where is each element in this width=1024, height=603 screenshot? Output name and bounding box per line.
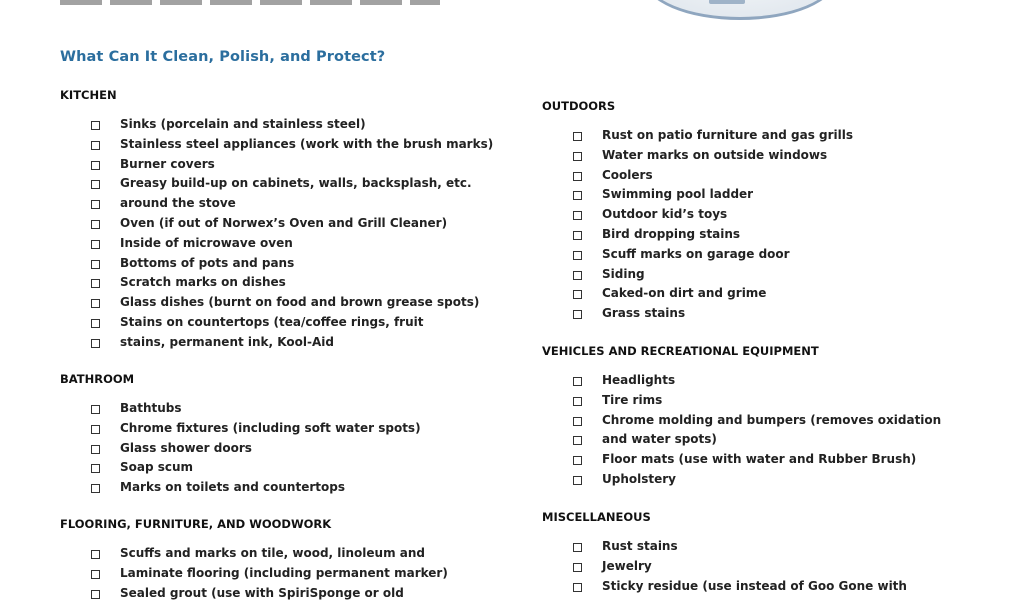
section-bathroom [60,369,421,498]
checklist-item [60,174,493,194]
document-heading: What Can It Clean, Polish, and Protect? [60,49,386,65]
checklist-item [60,194,493,214]
checklist-item [542,411,941,431]
checkbox-icon[interactable] [573,211,582,220]
checklist-item-label: Stains on countertops (tea/coffee rings, fruit [120,314,424,329]
section-title-vehicles: VEHICLES AND RECREATIONAL EQUIPMENT [542,344,819,358]
checklist-item [542,577,907,597]
checklist-item [542,470,941,490]
checklist-item [542,126,853,146]
checkbox-icon[interactable] [573,172,582,181]
checklist-item-label: Scuff marks on garage door [602,246,790,261]
checklist-item [60,419,421,439]
checklist-item [542,430,941,450]
checklist-item-label: Jewelry [602,558,652,573]
checklist-item-label: Rust on patio furniture and gas grills [602,128,854,142]
checklist-item-label: Outdoor kid’s toys [602,207,728,222]
checklist-item [542,185,853,205]
checklist-item [542,537,907,557]
checklist-bathroom [60,399,421,498]
checkbox-icon[interactable] [573,231,582,240]
section-flooring [60,514,448,603]
checklist-item [60,458,421,478]
checklist-kitchen [60,115,493,353]
checklist-item-label: Inside of microwave oven [120,235,293,250]
checkbox-icon[interactable] [91,260,100,269]
checklist-outdoors [542,126,853,324]
top-header-rule [60,0,440,5]
checklist-item-label: Oven (if out of Norwex’s Oven and Grill Cleaner) [120,215,448,230]
checklist-item-label: Sticky residue (use instead of Goo Gone with [602,578,907,593]
checklist-item-label: Sinks (porcelain and stainless steel) [120,117,366,131]
checklist-item [542,146,853,166]
checkbox-icon[interactable] [91,319,100,328]
checklist-item-label: Headlights [602,373,676,387]
checkbox-icon[interactable] [91,161,100,170]
checklist-item [542,166,853,186]
checklist-item [542,225,853,245]
checklist-item [60,115,493,135]
checklist-item-label: Rust stains [602,539,678,553]
checklist-item [60,234,493,254]
checkbox-icon[interactable] [573,377,582,386]
checkbox-icon[interactable] [91,590,100,599]
checklist-item-label: Water marks on outside windows [602,147,828,162]
checkbox-icon[interactable] [91,339,100,348]
checklist-misc [542,537,907,596]
checklist-flooring [60,544,448,603]
checklist-item-label: Glass shower doors [120,440,252,455]
checklist-item-label: Coolers [602,167,653,182]
checkbox-icon[interactable] [573,563,582,572]
checkbox-icon[interactable] [573,476,582,485]
checklist-item-label: Grass stains [602,306,686,321]
checklist-item-label: Soap scum [120,460,194,475]
checkbox-icon[interactable] [573,132,582,141]
section-misc [542,507,907,596]
checkbox-icon[interactable] [573,436,582,445]
checkbox-icon[interactable] [91,121,100,130]
checkbox-icon[interactable] [573,417,582,426]
checkbox-icon[interactable] [91,405,100,414]
checklist-item [60,155,493,175]
checklist-item-label: Chrome fixtures (including soft water spots) [120,420,421,435]
checklist-item-label: Stainless steel appliances (work with the brush marks) [120,136,494,151]
checklist-item [60,254,493,274]
checklist-item-label: Siding [602,266,645,281]
checkbox-icon[interactable] [91,464,100,473]
section-title-kitchen: KITCHEN [60,88,117,102]
checkbox-icon[interactable] [91,141,100,150]
checkbox-icon[interactable] [91,425,100,434]
section-title-outdoors: OUTDOORS [542,99,616,113]
checklist-item [60,273,493,293]
checklist-item [542,284,853,304]
checklist-item [60,333,493,353]
checkbox-icon[interactable] [573,583,582,592]
checklist-item [60,399,421,419]
checkbox-icon[interactable] [573,543,582,552]
checklist-item [60,564,448,584]
checkbox-icon[interactable] [91,550,100,559]
checklist-item [60,135,493,155]
checklist-item-label: Sealed grout (use with SpiriSponge or old [120,585,404,600]
checklist-item-label: and water spots) [602,432,717,447]
checklist-item [542,265,853,285]
section-title-misc: MISCELLANEOUS [542,510,651,524]
checklist-item [542,245,853,265]
checkbox-icon[interactable] [573,152,582,161]
checklist-item [60,478,421,498]
checklist-item [60,313,493,333]
checklist-item-label: Glass dishes (burnt on food and brown grease spots) [120,295,480,310]
checklist-item-label: stains, permanent ink, Kool-Aid [120,334,334,349]
checklist-item [60,439,421,459]
checklist-item-label: around the stove [120,196,236,211]
checkbox-icon[interactable] [91,570,100,579]
checkbox-icon[interactable] [91,240,100,249]
checkbox-icon[interactable] [573,456,582,465]
checkbox-icon[interactable] [91,445,100,454]
checkbox-icon[interactable] [573,251,582,260]
checklist-item-label: Swimming pool ladder [602,187,754,202]
checklist-item [60,214,493,234]
checkbox-icon[interactable] [573,290,582,299]
checkbox-icon[interactable] [91,279,100,288]
checklist-item-label: Laminate flooring (including permanent marker) [120,565,448,580]
logo-mark [709,0,745,4]
checklist-item [542,450,941,470]
checklist-item-label: Upholstery [602,471,676,486]
section-vehicles [542,341,941,490]
checklist-item [60,584,448,603]
logo-badge [644,0,836,20]
section-title-flooring: FLOORING, FURNITURE, AND WOODWORK [60,517,332,531]
checklist-item-label: Tire rims [602,392,663,407]
section-kitchen [60,85,493,353]
checkbox-icon[interactable] [573,397,582,406]
checklist-item-label: Greasy build-up on cabinets, walls, backsplash, etc. [120,176,472,191]
section-outdoors [542,96,853,324]
checklist-item-label: Scratch marks on dishes [120,275,286,290]
checklist-item [542,205,853,225]
checklist-item [542,304,853,324]
checkbox-icon[interactable] [573,271,582,280]
checkbox-icon[interactable] [91,200,100,209]
checklist-item [60,293,493,313]
checklist-item-label: Bottoms of pots and pans [120,255,295,270]
checkbox-icon[interactable] [573,191,582,200]
checklist-item [542,371,941,391]
checklist-item [60,544,448,564]
checkbox-icon[interactable] [91,484,100,493]
checkbox-icon[interactable] [573,310,582,319]
checklist-item-label: Floor mats (use with water and Rubber Brush) [602,452,917,467]
checklist-item [542,557,907,577]
checklist-item [542,391,941,411]
checkbox-icon[interactable] [91,299,100,308]
checkbox-icon[interactable] [91,180,100,189]
checklist-item-label: Marks on toilets and countertops [120,480,345,495]
checklist-item-label: Bird dropping stains [602,226,741,241]
section-title-bathroom: BATHROOM [60,372,135,386]
checklist-item-label: Bathtubs [120,401,182,415]
checkbox-icon[interactable] [91,220,100,229]
checklist-item-label: Caked-on dirt and grime [602,286,767,301]
checklist-vehicles [542,371,941,490]
checklist-item-label: Scuffs and marks on tile, wood, linoleum and [120,546,425,560]
checklist-item-label: Chrome molding and bumpers (removes oxidation [602,412,942,427]
checklist-item-label: Burner covers [120,156,215,171]
